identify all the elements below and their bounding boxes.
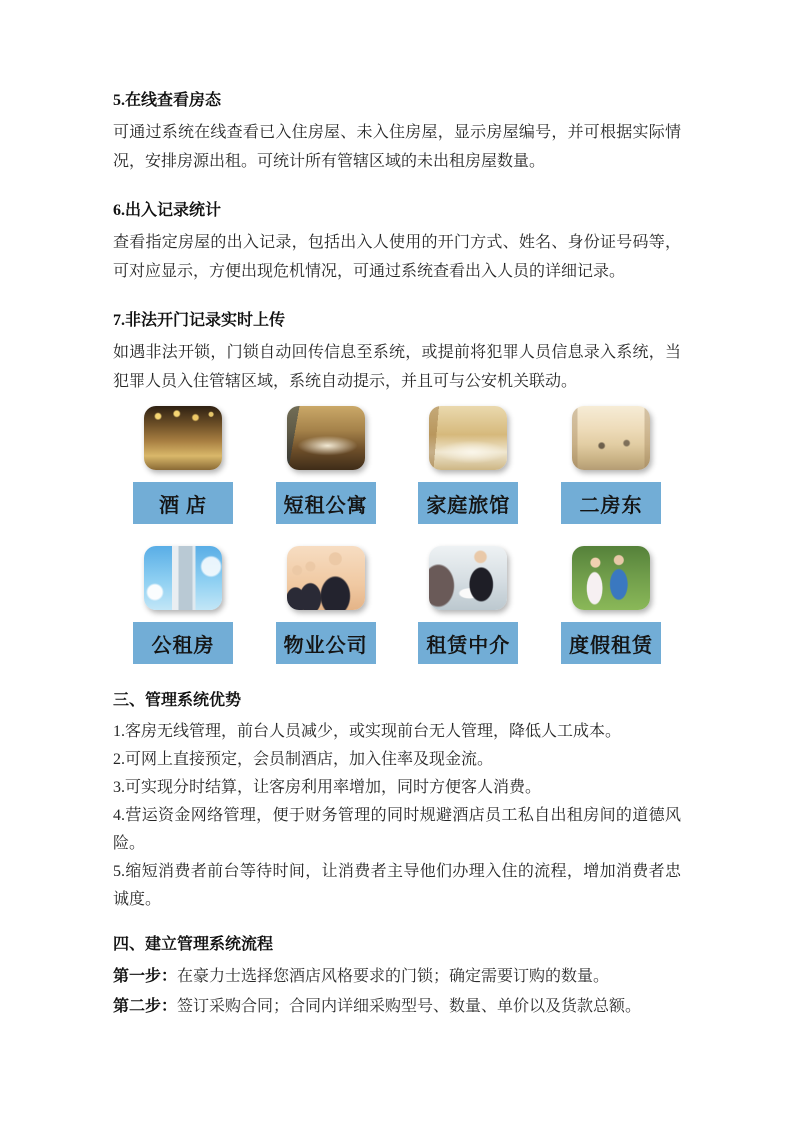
advantage-item-3: 3.可实现分时结算，让客房利用率增加，同时方便客人消费。 (113, 779, 542, 796)
gallery-label-property-company: 物业公司 (276, 622, 376, 664)
gallery-cell-sublandlord (561, 406, 661, 524)
section-5-body: 可通过系统在线查看已入住房屋、未入住房屋，显示房屋编号，并可根据实际情况，安排房源出租。可统计所有管辖区域的未出租房屋数量。 (113, 124, 681, 170)
advantage-item-1: 1.客房无线管理，前台人员减少，或实现前台无人管理，降低人工成本。 (113, 723, 622, 740)
process-step-2 (113, 992, 681, 1022)
short-rent-apartment-photo (287, 406, 365, 470)
gallery-row-1 (133, 406, 661, 524)
gallery-cell-family-inn (418, 406, 518, 524)
section-7-title: 7.非法开门记录实时上传 (113, 312, 286, 329)
gallery-cell-vacation-rental (561, 546, 661, 664)
gallery-label-hotel: 酒 店 (133, 482, 233, 524)
advantages-list (113, 718, 681, 914)
process-steps (113, 962, 681, 1022)
section-7-body: 如遇非法开锁，门锁自动回传信息至系统，或提前将犯罪人员信息录入系统，当犯罪人员入住管辖区域，系统自动提示，并且可与公安机关联动。 (113, 344, 681, 390)
advantage-item-4: 4.营运资金网络管理，便于财务管理的同时规避酒店员工私自出租房间的道德风险。 (113, 807, 681, 852)
process-step-2-label: 第二步： (113, 998, 178, 1015)
property-company-photo (287, 546, 365, 610)
process-step-1-text: 在豪力士选择您酒店风格要求的门锁；确定需要订购的数量。 (177, 968, 610, 985)
gallery-label-vacation-rental: 度假租赁 (561, 622, 661, 664)
gallery-cell-public-rental (133, 546, 233, 664)
scene-gallery (113, 406, 681, 664)
gallery-cell-rental-agency (418, 546, 518, 664)
section-5-title: 5.在线查看房态 (113, 92, 222, 109)
section-6-title: 6.出入记录统计 (113, 202, 222, 219)
public-rental-building-photo (144, 546, 222, 610)
process-step-2-text: 签订采购合同；合同内详细采购型号、数量、单价以及货款总额。 (177, 998, 642, 1015)
gallery-label-public-rental: 公租房 (133, 622, 233, 664)
gallery-cell-hotel (133, 406, 233, 524)
section-6-body: 查看指定房屋的出入记录，包括出入人使用的开门方式、姓名、身份证号码等，可对应显示，方便出现危机情况，可通过系统查看出入人员的详细记录。 (113, 234, 681, 280)
sublandlord-hall-photo (572, 406, 650, 470)
advantage-item-2: 2.可网上直接预定，会员制酒店，加入住率及现金流。 (113, 751, 494, 768)
gallery-label-short-rent: 短租公寓 (276, 482, 376, 524)
process-step-1-label: 第一步： (113, 968, 178, 985)
advantages-title: 三、管理系统优势 (113, 692, 242, 709)
vacation-rental-photo (572, 546, 650, 610)
gallery-label-rental-agency: 租赁中介 (418, 622, 518, 664)
hotel-lobby-photo (144, 406, 222, 470)
process-step-1 (113, 962, 681, 992)
process-title: 四、建立管理系统流程 (113, 936, 274, 953)
gallery-row-2 (133, 546, 661, 664)
rental-agency-photo (429, 546, 507, 610)
gallery-cell-short-rent (276, 406, 376, 524)
family-inn-photo (429, 406, 507, 470)
advantage-item-5: 5.缩短消费者前台等待时间，让消费者主导他们办理入住的流程，增加消费者忠诚度。 (113, 863, 681, 908)
gallery-label-family-inn: 家庭旅馆 (418, 482, 518, 524)
gallery-cell-property-company (276, 546, 376, 664)
gallery-label-sublandlord: 二房东 (561, 482, 661, 524)
